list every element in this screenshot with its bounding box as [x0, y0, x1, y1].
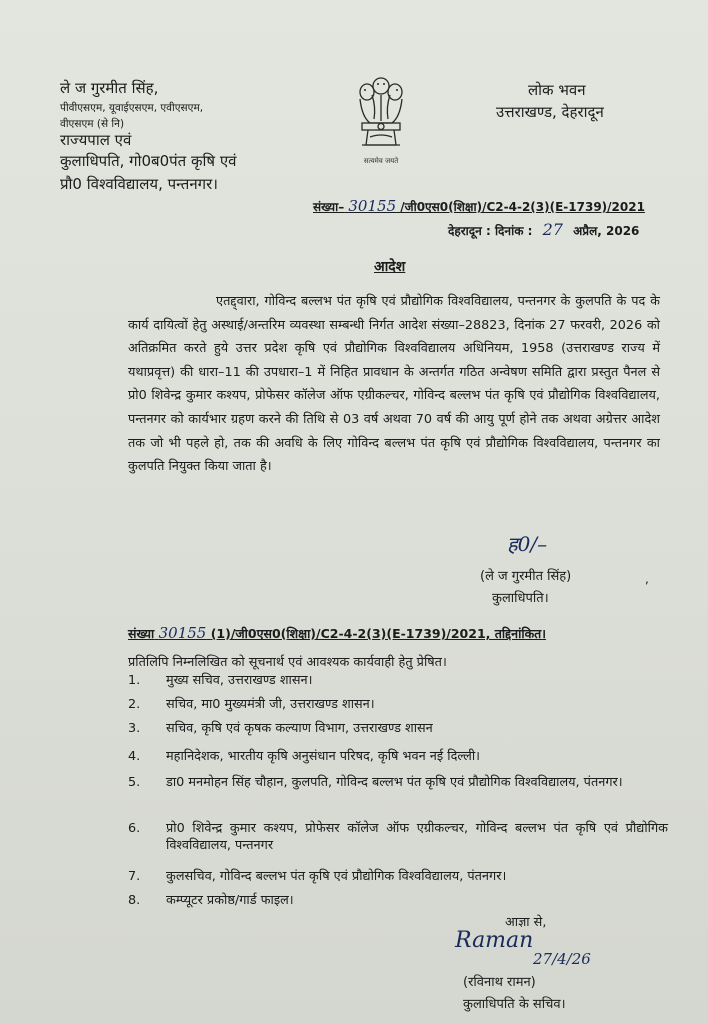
emblem-motto: सत्यमेव जयते — [363, 157, 399, 165]
list-item-number: 6. — [128, 821, 141, 836]
signature-handwritten: ह0/– — [507, 532, 548, 556]
secretary-signature-handwritten: Raman — [455, 928, 534, 953]
secretary-name: (रविनाथ रामन) — [463, 975, 536, 990]
sender-designation-line3: प्रौ0 विश्वविद्यालय, पन्तनगर। — [60, 175, 218, 193]
list-item-text: कुलसचिव, गोविन्द बल्लभ पंत कृषि एवं प्रौद्योगिक विश्वविद्यालय, पंतनगर। — [166, 869, 507, 884]
date-prefix: देहरादून : दिनांक : — [448, 224, 533, 238]
copy-reference — [128, 624, 546, 642]
list-item — [128, 672, 668, 689]
order-body: एतद्द्वारा, गोविन्द बल्लभ पंत कृषि एवं प्रौद्योगिक विश्वविद्यालय, पन्तनगर के कुलपति के पद के कार्य दायित्वों हेतु अस्थाई/अन्तरिम व्यवस्था सम्बन्धी निर्गत आदेश संख्या–28823, दिनांक 27 फरवरी, 2026 को अतिक्रमित करते हुये उत्तर प्रदेश कृषि एवं प्रौद्योगिक विश्वविद्यालय अधिनियम, 1958 (उत्तराखण्ड राज्य में यथाप्रवृत्त) की धारा–11 की उपधारा–1 में निहित प्रावधान के अन्तर्गत गठित अन्वेषण समिति द्वारा प्रस्तुत पैनल से प्रो0 शिवेन्द्र कुमार कश्यप, प्रोफेसर कॉलेज ऑफ एग्रीकल्चर, गोविन्द बल्लभ पंत कृषि एवं प्रौद्योगिक विश्वविद्यालय, पन्तनगर को कार्यभार ग्रहण करने की तिथि से 03 वर्ष अथवा 70 वर्ष की आयु पूर्ण होने तक अथवा अग्रेत्तर आदेश तक जो भी पहले हो, तक की अवधि के लिए गोविन्द बल्लभ पंत कृषि एवं प्रौद्योगिक विश्वविद्यालय, पन्तनगर का कुलपति नियुक्त किया जाता है। — [128, 294, 660, 475]
address-line1: लोक भवन — [528, 81, 586, 99]
reference-suffix: /जी0एस0(शिक्षा)/C2-4-2(3)(E-1739)/2021 — [400, 200, 645, 214]
list-item-text: सचिव, कृषि एवं कृषक कल्याण विभाग, उत्तराखण्ड शासन — [166, 721, 433, 736]
sender-name: ले ज गुरमीत सिंह, — [60, 79, 159, 97]
reference-number — [313, 197, 645, 215]
address-line2: उत्तराखण्ड, देहरादून — [496, 103, 604, 121]
date-month-year: अप्रैल, 2026 — [573, 224, 640, 238]
lion-capital-icon — [350, 73, 412, 157]
list-item — [128, 774, 668, 791]
sender-awards — [60, 100, 270, 132]
list-item-number: 5. — [128, 775, 141, 790]
list-item — [128, 892, 668, 909]
date-line — [448, 220, 639, 239]
reference-number-handwritten: 30155 — [348, 197, 397, 215]
secretary-designation: कुलाधिपति के सचिव। — [463, 997, 566, 1012]
list-item-number: 7. — [128, 869, 141, 884]
reference-prefix: संख्या– — [313, 200, 345, 214]
copy-ref-prefix: संख्या — [128, 626, 155, 641]
secretary-signature-date: 27/4/26 — [533, 950, 591, 968]
copy-intro: प्रतिलिपि निम्नलिखित को सूचनार्थ एवं आवश्यक कार्यवाही हेतु प्रेषित। — [128, 655, 447, 670]
list-item — [128, 748, 668, 765]
list-item-text: सचिव, मा0 मुख्यमंत्री जी, उत्तराखण्ड शासन। — [166, 697, 375, 712]
list-item-text: डा0 मनमोहन सिंह चौहान, कुलपति, गोविन्द बल्लभ पंत कृषि एवं प्रौद्योगिक विश्वविद्यालय, पंतनगर। — [166, 775, 623, 790]
list-item — [128, 696, 668, 713]
sender-awards-line1: पीवीएसएम, यूवाईएसएम, एवीएसएम, — [60, 102, 204, 114]
list-item-number: 3. — [128, 721, 141, 736]
list-item-text: मुख्य सचिव, उत्तराखण्ड शासन। — [166, 673, 313, 688]
list-item-number: 1. — [128, 673, 141, 688]
state-emblem — [350, 73, 412, 165]
order-title: आदेश — [374, 259, 406, 275]
copy-ref-number-handwritten: 30155 — [158, 624, 207, 642]
by-order-label: आज्ञा से, — [505, 915, 547, 930]
sender-designation-line2: कुलाधिपति, गो0ब0पंत कृषि एवं — [60, 152, 237, 170]
list-item-number: 8. — [128, 893, 141, 908]
list-item — [128, 820, 668, 854]
list-item — [128, 720, 668, 737]
list-item-text: प्रो0 शिवेन्द्र कुमार कश्यप, प्रोफेसर कॉलेज ऑफ एग्रीकल्चर, गोविन्द बल्लभ पंत कृषि एवं प्रौद्योगिक विश्वविद्यालय, पन्तनगर — [166, 821, 668, 853]
signatory-name: (ले ज गुरमीत सिंह) — [480, 569, 572, 584]
list-item-text: महानिदेशक, भारतीय कृषि अनुसंधान परिषद, कृषि भवन नई दिल्ली। — [166, 749, 480, 764]
signatory-designation: कुलाधिपति। — [492, 591, 549, 606]
list-item-number: 2. — [128, 697, 141, 712]
list-item — [128, 868, 668, 885]
copy-ref-suffix: (1)/जी0एस0(शिक्षा)/C2-4-2(3)(E-1739)/2021, तद्दिनांकित। — [210, 626, 547, 641]
list-item-number: 4. — [128, 749, 141, 764]
sender-awards-line2: वीएसएम (से नि) — [60, 118, 125, 130]
stray-mark: , — [645, 572, 649, 586]
date-day-handwritten: 27 — [542, 220, 563, 239]
list-item-text: कम्प्यूटर प्रकोष्ठ/गार्ड फाइल। — [166, 893, 294, 908]
sender-designation-line1: राज्यपाल एवं — [60, 131, 132, 149]
